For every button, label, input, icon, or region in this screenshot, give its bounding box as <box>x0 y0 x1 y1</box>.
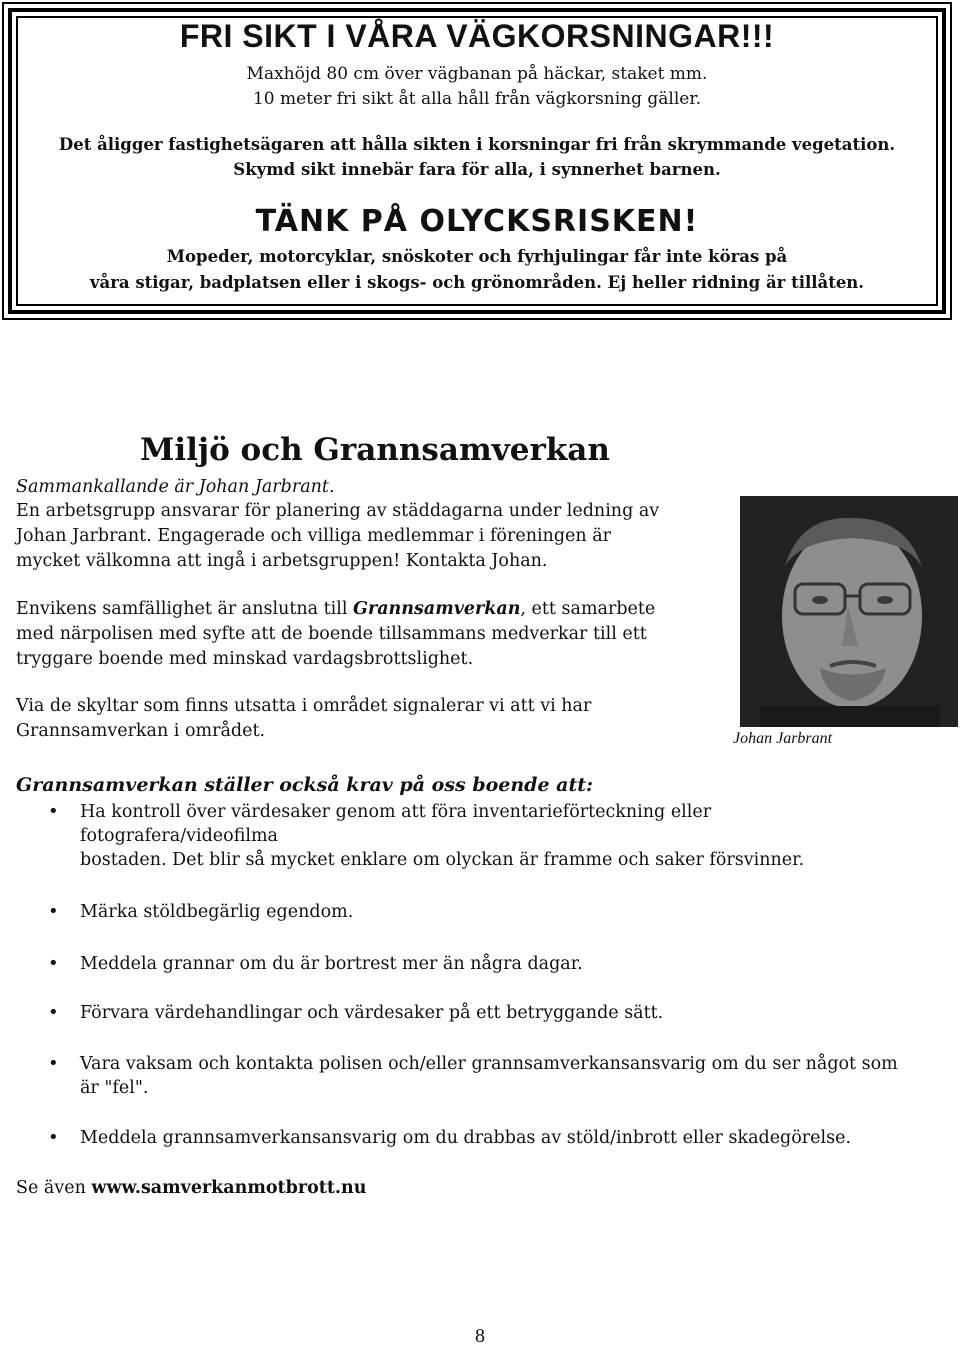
list-item-line: är "fel". <box>80 1078 149 1098</box>
list-item-line: Ha kontroll över värdesaker genom att föra inventarieförteckning eller <box>80 802 712 822</box>
grannsamverkan-emphasis: Grannsamverkan <box>353 599 521 619</box>
paragraph-1-line-1: En arbetsgrupp ansvarar för planering av städdagarna under ledning av <box>16 501 660 521</box>
bullet-icon: • <box>48 901 59 922</box>
list-item: Förvara värdehandlingar och värdesaker på ett betryggande sätt. <box>80 1003 664 1023</box>
notice-title: FRI SIKT I VÅRA VÄGKORSNINGAR!!! <box>179 18 775 54</box>
bullet-icon: • <box>48 1053 59 1074</box>
paragraph-2-text-a: Envikens samfällighet är anslutna till <box>16 599 354 619</box>
paragraph-3-line-1: Via de skyltar som finns utsatta i området signalerar vi att vi har <box>16 696 592 716</box>
bullet-icon: • <box>48 801 59 822</box>
page-number: 8 <box>475 1325 485 1347</box>
paragraph-3-line-2: Grannsamverkan i området. <box>16 721 266 741</box>
paragraph-2-line-1 <box>16 597 655 622</box>
see-also-link[interactable]: www.samverkanmotbrott.nu <box>91 1178 367 1198</box>
bullet-icon: • <box>48 953 59 974</box>
paragraph-2-line-3: tryggare boende med minskad vardagsbrottslighet. <box>16 649 474 669</box>
portrait-photo <box>740 496 958 727</box>
paragraph-2-line-2: med närpolisen med syfte att de boende tillsammans medverkar till ett <box>16 624 647 644</box>
see-also-prefix: Se även <box>16 1178 92 1198</box>
paragraph-2-text-b: , ett samarbete <box>520 599 656 619</box>
list-item: Märka stöldbegärlig egendom. <box>80 902 354 922</box>
section-title: Miljö och Grannsamverkan <box>140 432 610 468</box>
photo-caption: Johan Jarbrant <box>733 730 833 747</box>
convener-text: Sammankallande är Johan Jarbrant. <box>16 477 335 497</box>
bullet-icon: • <box>48 1002 59 1023</box>
bullet-icon: • <box>48 1127 59 1148</box>
list-item: Meddela grannar om du är bortrest mer än några dagar. <box>80 954 583 974</box>
notice-line-owner-duty: Det åligger fastighetsägaren att hålla sikten i korsningar fri från skrymmande vegetation. <box>58 135 896 154</box>
list-item-line: Vara vaksam och kontakta polisen och/eller grannsamverkansansvarig om du ser något som <box>80 1054 898 1074</box>
requirements-title: Grannsamverkan ställer också krav på oss boende att: <box>16 774 594 796</box>
list-item <box>80 800 950 872</box>
notice-line-areas: våra stigar, badplatsen eller i skogs- och grönområden. Ej heller ridning är tillåten. <box>89 273 865 292</box>
notice-line-sight-distance: 10 meter fri sikt åt alla håll från vägkorsning gäller. <box>252 89 702 109</box>
notice-box <box>2 2 952 320</box>
paragraph-1-line-3: mycket välkomna att ingå i arbetsgruppen! Kontakta Johan. <box>16 551 548 571</box>
notice-line-height-limit: Maxhöjd 80 cm över vägbanan på häckar, staket mm. <box>246 64 708 84</box>
notice-line-danger: Skymd sikt innebär fara för alla, i synnerhet barnen. <box>233 160 721 179</box>
see-also <box>16 1178 366 1198</box>
notice-line-vehicles: Mopeder, motorcyklar, snöskoter och fyrhjulingar får inte köras på <box>166 247 788 266</box>
list-item-line: fotografera/videofilma <box>80 826 278 846</box>
list-item <box>80 1052 950 1100</box>
list-item: Meddela grannsamverkansansvarig om du drabbas av stöld/inbrott eller skadegörelse. <box>80 1128 852 1148</box>
paragraph-1-line-2: Johan Jarbrant. Engagerade och villiga medlemmar i föreningen är <box>16 526 612 546</box>
notice-heading-risk: TÄNK PÅ OLYCKSRISKEN! <box>255 204 699 239</box>
list-item-line: bostaden. Det blir så mycket enklare om olyckan är framme och saker försvinner. <box>80 850 805 870</box>
portrait-illustration <box>740 496 958 727</box>
